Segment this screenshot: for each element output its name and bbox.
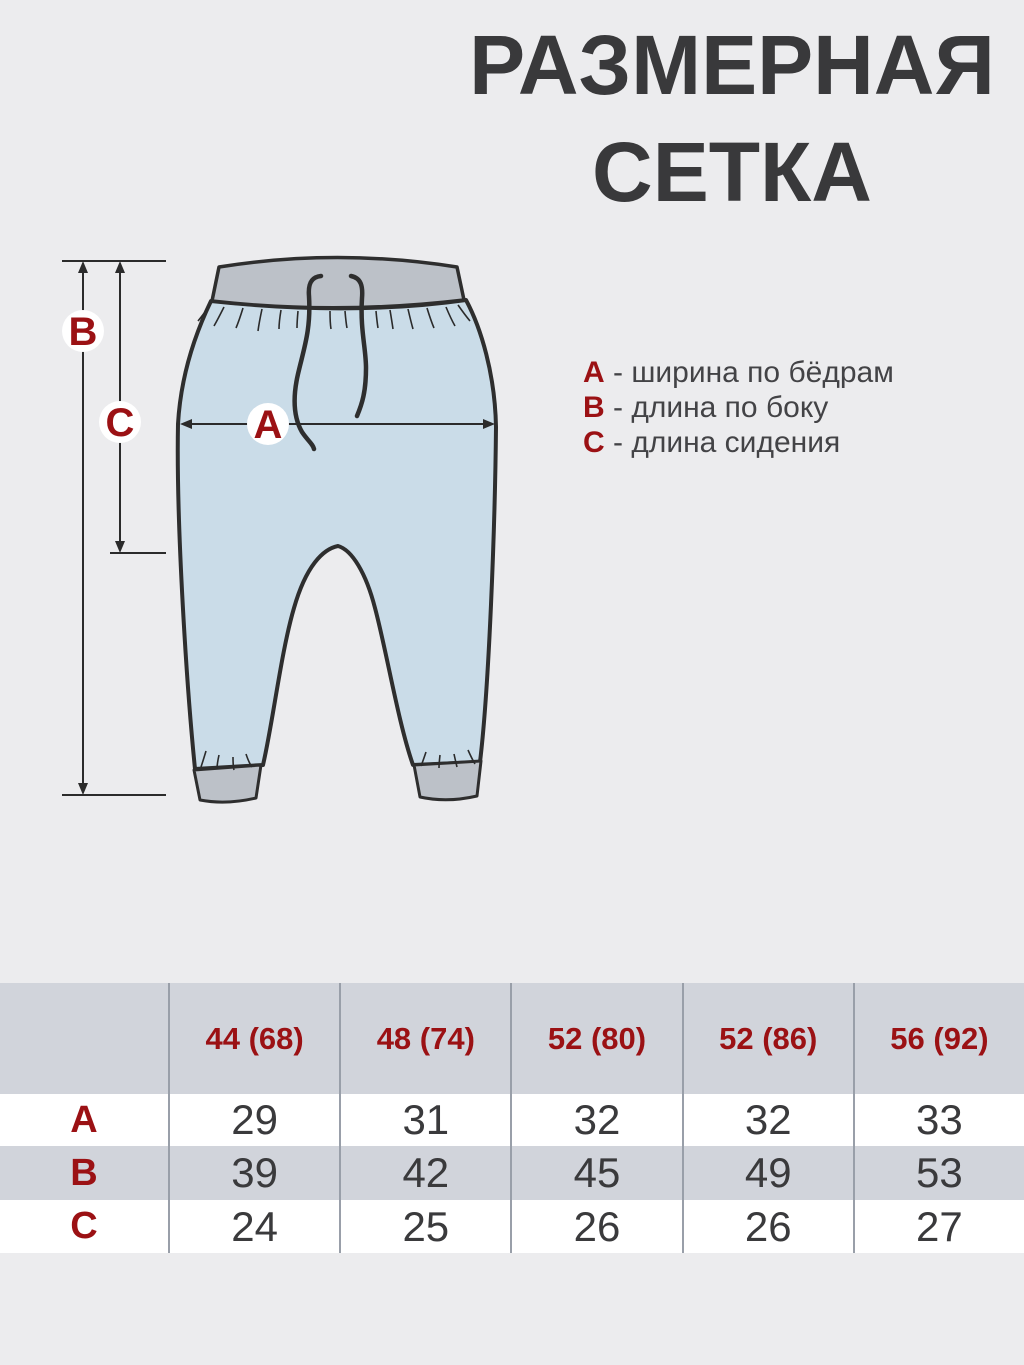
legend-text-a: - ширина по бёдрам [604,356,894,389]
value-cell: 29 [168,1094,339,1146]
value-cell: 26 [510,1200,681,1253]
size-header-cell: 52 (86) [682,983,853,1094]
value-cell: 24 [168,1200,339,1253]
value-cell: 27 [853,1200,1024,1253]
marker-b-letter: B [68,310,98,354]
value-cell: 32 [510,1094,681,1146]
legend-text-b: - длина по боку [604,391,829,424]
marker-b [62,310,104,354]
legend-letter-c: C [583,426,605,459]
page-title [440,12,1024,226]
size-header-cell: 44 (68) [168,983,339,1094]
row-label: B [70,1151,98,1194]
title-line-2: СЕТКА [592,125,872,219]
value-cell: 49 [682,1146,853,1200]
value-cell: 45 [510,1146,681,1200]
measurement-legend [583,355,894,460]
waistband [212,258,464,308]
legend-line-b [583,390,894,425]
title-line-1: РАЗМЕРНАЯ [469,18,995,112]
size-header-cell: 56 (92) [853,983,1024,1094]
value-cell: 53 [853,1146,1024,1200]
legend-line-a [583,355,894,390]
pants-body [178,300,496,769]
legend-line-c [583,425,894,460]
size-table-header [0,983,1024,1094]
value-cell: 31 [339,1094,510,1146]
value-cell: 39 [168,1146,339,1200]
legend-letter-a: A [583,356,605,389]
right-cuff [414,761,481,800]
size-table [0,983,1024,1253]
table-row [0,1094,1024,1146]
row-label: C [70,1205,98,1247]
value-cell: 33 [853,1094,1024,1146]
size-table-body [0,1094,1024,1253]
value-cell: 42 [339,1146,510,1200]
marker-c [99,401,141,445]
table-row [0,1200,1024,1253]
row-label: A [70,1098,98,1141]
marker-a-letter: A [253,403,283,447]
size-header-cell: 48 (74) [339,983,510,1094]
corner-cell [0,983,168,1094]
value-cell: 25 [339,1200,510,1253]
value-cell: 26 [682,1200,853,1253]
left-cuff [194,765,261,802]
legend-text-c: - длина сидения [604,426,841,459]
table-row [0,1146,1024,1200]
value-cell: 32 [682,1094,853,1146]
legend-letter-b: B [583,391,605,424]
marker-c-letter: C [105,401,135,445]
size-header-cell: 52 (80) [510,983,681,1094]
